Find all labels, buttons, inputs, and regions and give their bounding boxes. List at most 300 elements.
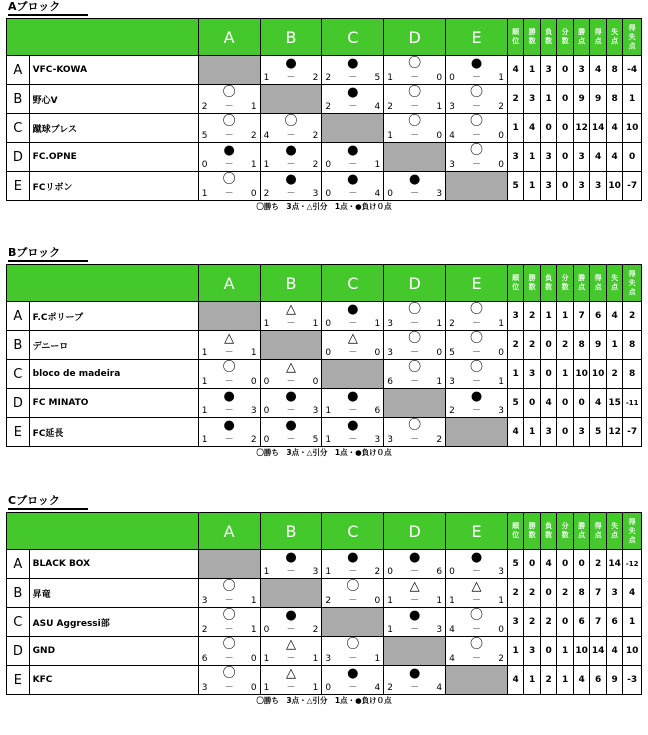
match-score: [325, 348, 380, 358]
self-match-cell: [260, 579, 322, 608]
match-score: [202, 406, 257, 416]
result-mark-icon: △: [347, 331, 358, 346]
score-dash: －: [410, 567, 420, 577]
self-match-cell: [446, 418, 508, 447]
stat-header-char: 点: [628, 287, 636, 296]
match-cell: [446, 389, 508, 418]
result-mark-icon: ●: [223, 143, 235, 158]
score-against: 2: [498, 102, 504, 112]
header-row: [7, 19, 642, 56]
stat-value: 8: [573, 331, 589, 360]
stat-header-char: 勝: [528, 522, 536, 530]
stat-value: 9: [606, 666, 622, 695]
match-cell: [446, 114, 508, 143]
stat-header-char: 数: [545, 531, 553, 539]
score-against: 1: [250, 625, 257, 635]
score-dash: －: [410, 683, 420, 693]
stat-header-char: 失: [628, 32, 636, 41]
stat-value: 0: [557, 389, 573, 418]
result-mark-icon: ●: [470, 56, 483, 71]
result-mark-icon: 〇: [222, 360, 236, 375]
self-match-cell: [198, 56, 260, 85]
score-for: 1: [387, 625, 393, 635]
stat-value: 3: [507, 608, 523, 637]
score-against: 0: [436, 131, 443, 141]
match-score: [449, 377, 504, 387]
stat-value: 14: [590, 637, 606, 666]
score-dash: －: [286, 683, 296, 693]
team-letter: C: [7, 608, 30, 637]
stat-header: [557, 19, 573, 56]
score-dash: －: [410, 189, 420, 199]
stat-value: 3: [524, 85, 540, 114]
team-letter: D: [7, 143, 30, 172]
score-dash: －: [472, 73, 482, 83]
stat-value: 0: [557, 56, 573, 85]
match-cell: [322, 331, 384, 360]
stat-header-char: 数: [561, 531, 569, 539]
header-row: [7, 265, 642, 302]
score-for: 1: [325, 406, 332, 416]
score-dash: －: [472, 596, 482, 606]
match-cell: [384, 550, 446, 579]
team-row: [7, 85, 642, 114]
match-score: [387, 435, 442, 445]
result-mark-icon: ●: [285, 418, 297, 433]
stat-header-char: 分: [561, 522, 569, 530]
stat-value: 4: [623, 579, 642, 608]
score-dash: －: [472, 319, 482, 329]
score-against: 3: [436, 189, 443, 199]
score-for: 3: [449, 377, 455, 387]
stat-value: 0: [557, 608, 573, 637]
result-mark-icon: △: [409, 579, 420, 594]
match-cell: [384, 666, 446, 695]
self-match-cell: [384, 143, 446, 172]
stat-header-char: 点: [628, 535, 636, 544]
team-letter: C: [7, 114, 30, 143]
team-letter: A: [7, 56, 30, 85]
stat-header-char: 得: [594, 522, 602, 530]
match-cell: [198, 389, 260, 418]
score-against: 2: [498, 654, 504, 664]
result-mark-icon: ●: [285, 56, 297, 71]
team-row: [7, 114, 642, 143]
team-name: 野心V: [29, 85, 198, 114]
stat-value: 1: [557, 666, 573, 695]
score-for: 0: [325, 683, 332, 693]
score-against: 0: [436, 348, 443, 358]
stat-value: 0: [540, 360, 556, 389]
stat-value: 7: [590, 608, 606, 637]
result-mark-icon: ●: [285, 608, 297, 623]
match-score: [449, 160, 504, 170]
score-dash: －: [472, 377, 482, 387]
score-for: 0: [263, 435, 270, 445]
stat-value: 1: [524, 418, 540, 447]
stat-value: 0: [557, 85, 573, 114]
score-against: 1: [498, 596, 504, 606]
match-cell: [198, 114, 260, 143]
result-mark-icon: 〇: [470, 608, 484, 623]
score-dash: －: [348, 596, 358, 606]
score-dash: －: [348, 189, 358, 199]
score-for: 2: [263, 189, 270, 199]
header-row: [7, 513, 642, 550]
score-against: 0: [436, 73, 443, 83]
stat-value: 4: [590, 143, 606, 172]
score-for: 2: [387, 683, 393, 693]
score-for: 4: [449, 625, 455, 635]
score-for: 4: [263, 131, 270, 141]
stat-value: 14: [590, 114, 606, 143]
stat-header: [590, 265, 606, 302]
score-dash: －: [286, 567, 296, 577]
opponent-header: D: [384, 19, 446, 56]
stat-value: 4: [573, 666, 589, 695]
match-score: [449, 73, 504, 83]
score-dash: －: [286, 319, 296, 329]
score-dash: －: [410, 131, 420, 141]
score-for: 2: [449, 406, 455, 416]
stat-value: 15: [606, 389, 622, 418]
score-for: 6: [201, 654, 208, 664]
score-against: 2: [436, 435, 443, 445]
stat-value: 0: [573, 389, 589, 418]
score-against: 3: [436, 625, 443, 635]
result-mark-icon: 〇: [222, 666, 236, 681]
stat-header-char: 分: [561, 28, 569, 36]
stat-value: 4: [606, 114, 622, 143]
header-blank: [7, 265, 199, 302]
stat-value: 8: [606, 56, 622, 85]
score-dash: －: [348, 319, 358, 329]
stat-header: [557, 513, 573, 550]
match-cell: [384, 331, 446, 360]
team-row: [7, 637, 642, 666]
score-for: 1: [201, 406, 208, 416]
team-row: [7, 608, 642, 637]
match-cell: [260, 360, 322, 389]
score-against: 0: [250, 189, 257, 199]
stat-value: -4: [623, 56, 642, 85]
stat-value: 3: [507, 302, 523, 331]
team-name: bloco de madeira: [29, 360, 198, 389]
score-against: 0: [374, 348, 381, 358]
score-dash: －: [224, 348, 234, 358]
result-mark-icon: ●: [347, 56, 359, 71]
match-score: [325, 73, 380, 83]
match-score: [325, 567, 380, 577]
team-row: [7, 143, 642, 172]
match-cell: [198, 172, 260, 201]
block-title: Aブロック: [8, 0, 88, 16]
stat-header-char: 得: [628, 23, 636, 32]
stat-header-char: 失: [611, 522, 619, 530]
score-for: 1: [263, 319, 270, 329]
match-cell: [198, 637, 260, 666]
match-cell: [384, 302, 446, 331]
team-letter: A: [7, 550, 30, 579]
stat-value: 3: [590, 172, 606, 201]
score-against: 4: [374, 189, 381, 199]
stat-value: 5: [507, 550, 523, 579]
score-for: 0: [325, 189, 332, 199]
self-match-cell: [446, 666, 508, 695]
score-dash: －: [348, 567, 358, 577]
score-against: 1: [312, 683, 319, 693]
result-mark-icon: ●: [470, 550, 483, 565]
result-mark-icon: 〇: [408, 360, 422, 375]
match-score: [449, 102, 504, 112]
stat-value: 1: [524, 143, 540, 172]
stat-header-char: 点: [611, 531, 619, 539]
stat-header: [606, 265, 622, 302]
stat-value: 10: [573, 360, 589, 389]
match-cell: [260, 608, 322, 637]
self-match-cell: [384, 389, 446, 418]
score-for: 5: [449, 348, 455, 358]
team-name: FC MINATO: [29, 389, 198, 418]
stat-header-char: 位: [512, 37, 520, 45]
match-score: [264, 406, 319, 416]
team-name: BLACK BOX: [29, 550, 198, 579]
score-dash: －: [224, 102, 234, 112]
match-cell: [322, 85, 384, 114]
stat-header-char: 点: [594, 37, 602, 45]
stat-value: 2: [507, 85, 523, 114]
score-dash: －: [472, 131, 482, 141]
stat-value: 1: [623, 85, 642, 114]
stat-value: 2: [606, 360, 622, 389]
result-mark-icon: ●: [223, 418, 235, 433]
stat-value: 8: [606, 85, 622, 114]
score-against: 5: [312, 435, 319, 445]
score-against: 1: [250, 596, 257, 606]
match-score: [449, 348, 504, 358]
stat-header-char: 点: [594, 283, 602, 291]
stat-value: 4: [606, 302, 622, 331]
team-name: FC延長: [29, 418, 198, 447]
stat-header-char: 失: [628, 526, 636, 535]
result-mark-icon: 〇: [470, 114, 484, 129]
match-cell: [322, 666, 384, 695]
stat-value: 9: [573, 85, 589, 114]
match-score: [325, 160, 380, 170]
score-for: 0: [387, 567, 393, 577]
score-for: 5: [201, 131, 208, 141]
result-mark-icon: 〇: [222, 85, 236, 100]
stat-header-char: 位: [512, 531, 520, 539]
match-score: [264, 625, 319, 635]
score-for: 0: [449, 567, 455, 577]
result-mark-icon: 〇: [222, 608, 236, 623]
score-for: 1: [325, 567, 332, 577]
match-cell: [384, 418, 446, 447]
self-match-cell: [198, 302, 260, 331]
match-score: [387, 377, 442, 387]
score-dash: －: [348, 435, 358, 445]
match-cell: [384, 85, 446, 114]
team-letter: E: [7, 172, 30, 201]
stat-header: [557, 265, 573, 302]
score-against: 2: [312, 131, 319, 141]
stat-header-char: 数: [528, 283, 536, 291]
score-against: 3: [498, 567, 504, 577]
match-score: [264, 189, 319, 199]
stat-value: 10: [606, 172, 622, 201]
stat-value: 2: [590, 550, 606, 579]
score-against: 1: [312, 654, 319, 664]
match-score: [202, 654, 257, 664]
match-score: [387, 131, 442, 141]
score-for: 2: [325, 596, 332, 606]
score-for: 3: [201, 596, 208, 606]
team-letter: B: [7, 579, 30, 608]
match-cell: [322, 550, 384, 579]
match-cell: [260, 666, 322, 695]
score-for: 0: [325, 160, 332, 170]
result-legend: 〇勝ち 3点・△引分 1点・●負け０点: [256, 448, 392, 457]
result-mark-icon: △: [285, 666, 296, 681]
score-for: 0: [263, 625, 270, 635]
score-dash: －: [410, 625, 420, 635]
score-dash: －: [410, 348, 420, 358]
score-for: 1: [263, 73, 270, 83]
score-for: 2: [387, 102, 393, 112]
match-score: [202, 377, 257, 387]
opponent-header: B: [260, 265, 322, 302]
stat-value: 4: [507, 418, 523, 447]
result-mark-icon: △: [285, 302, 296, 317]
score-dash: －: [224, 160, 234, 170]
score-dash: －: [410, 435, 420, 445]
score-for: 1: [449, 596, 455, 606]
stat-value: 0: [540, 331, 556, 360]
stat-header: [623, 513, 642, 550]
stat-value: 8: [623, 331, 642, 360]
match-cell: [446, 579, 508, 608]
result-mark-icon: ●: [347, 550, 359, 565]
stat-value: 0: [524, 389, 540, 418]
stat-header: [540, 19, 556, 56]
match-cell: [198, 360, 260, 389]
stat-value: 1: [540, 302, 556, 331]
score-for: 1: [263, 654, 270, 664]
score-against: 3: [312, 567, 319, 577]
stat-value: 3: [573, 172, 589, 201]
opponent-header: C: [322, 513, 384, 550]
score-against: 5: [374, 73, 381, 83]
team-row: [7, 579, 642, 608]
result-mark-icon: ●: [347, 85, 359, 100]
result-legend: 〇勝ち 3点・△引分 1点・●負け０点: [256, 696, 392, 705]
match-score: [387, 567, 442, 577]
team-row: [7, 550, 642, 579]
score-against: 3: [374, 435, 381, 445]
score-dash: －: [224, 435, 234, 445]
standings-table: [6, 512, 642, 695]
match-score: [264, 567, 319, 577]
stat-header: [590, 513, 606, 550]
score-for: 1: [201, 435, 208, 445]
stat-header-char: 失: [628, 278, 636, 287]
opponent-header: A: [198, 265, 260, 302]
stat-header-char: 数: [545, 37, 553, 45]
stat-header: [507, 19, 523, 56]
score-dash: －: [348, 73, 358, 83]
score-dash: －: [224, 131, 234, 141]
team-name: FC.OPNE: [29, 143, 198, 172]
stat-header-char: 負: [545, 28, 553, 36]
stat-header: [623, 265, 642, 302]
score-dash: －: [224, 406, 234, 416]
stat-value: 8: [623, 360, 642, 389]
stat-value: 3: [540, 56, 556, 85]
match-cell: [446, 608, 508, 637]
stat-value: 1: [540, 85, 556, 114]
match-cell: [322, 172, 384, 201]
block-section: [6, 0, 642, 212]
result-mark-icon: 〇: [408, 331, 422, 346]
stat-value: 7: [590, 579, 606, 608]
stat-value: 4: [507, 666, 523, 695]
stat-header-char: 数: [545, 283, 553, 291]
opponent-header: A: [198, 19, 260, 56]
stat-value: 4: [524, 114, 540, 143]
team-letter: E: [7, 418, 30, 447]
opponent-header: D: [384, 513, 446, 550]
team-letter: B: [7, 331, 30, 360]
match-score: [325, 654, 380, 664]
stat-value: 5: [590, 418, 606, 447]
score-dash: －: [286, 73, 296, 83]
opponent-header: A: [198, 513, 260, 550]
score-against: 0: [250, 683, 257, 693]
stat-value: 0: [557, 550, 573, 579]
match-cell: [198, 418, 260, 447]
score-against: 1: [374, 319, 381, 329]
match-score: [202, 189, 257, 199]
opponent-header: E: [446, 513, 508, 550]
match-cell: [322, 579, 384, 608]
team-name: デニーロ: [29, 331, 198, 360]
block-title: Cブロック: [8, 494, 88, 510]
score-dash: －: [286, 377, 296, 387]
score-for: 1: [325, 435, 332, 445]
score-dash: －: [410, 377, 420, 387]
match-cell: [384, 360, 446, 389]
score-for: 1: [263, 567, 270, 577]
result-mark-icon: △: [285, 637, 296, 652]
match-score: [387, 348, 442, 358]
match-score: [202, 435, 257, 445]
stat-value: 4: [590, 389, 606, 418]
team-row: [7, 331, 642, 360]
score-for: 1: [387, 596, 393, 606]
match-cell: [384, 56, 446, 85]
score-against: 6: [436, 567, 443, 577]
stat-header: [606, 513, 622, 550]
match-score: [202, 625, 257, 635]
result-mark-icon: 〇: [470, 331, 484, 346]
stat-value: 1: [557, 637, 573, 666]
self-match-cell: [260, 331, 322, 360]
match-cell: [446, 360, 508, 389]
match-score: [449, 131, 504, 141]
stat-value: 12: [573, 114, 589, 143]
team-letter: B: [7, 85, 30, 114]
